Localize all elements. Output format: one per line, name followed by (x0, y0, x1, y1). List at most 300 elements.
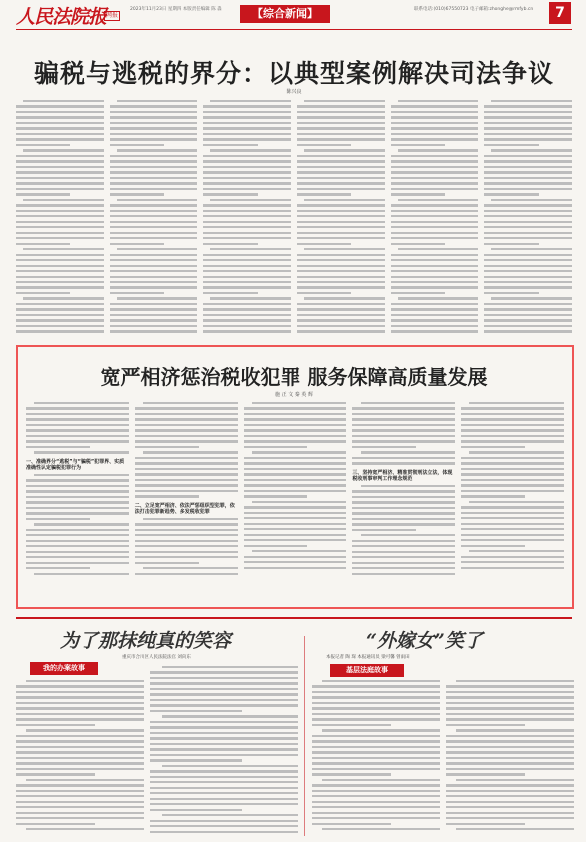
left-feature-body-a (16, 680, 144, 836)
text-line (16, 182, 104, 184)
text-line (150, 792, 298, 794)
text-line (484, 210, 572, 212)
text-column (446, 680, 574, 836)
text-line (312, 718, 440, 720)
left-feature-body-b (150, 666, 298, 836)
text-line (110, 138, 198, 140)
text-line (297, 276, 385, 278)
text-line (391, 215, 479, 217)
text-line (203, 254, 291, 256)
text-line (456, 729, 574, 731)
text-line (16, 330, 104, 332)
text-line (391, 325, 479, 327)
text-line (244, 418, 347, 420)
text-line (491, 248, 572, 250)
text-line (352, 567, 455, 569)
box-col4-lines-a (352, 402, 455, 468)
text-line (203, 226, 291, 228)
text-line (484, 232, 572, 234)
text-line (203, 105, 291, 107)
text-line (150, 671, 298, 673)
box-article-headline: 宽严相济惩治税收犯罪 服务保障高质量发展 (100, 365, 488, 389)
text-line (352, 429, 455, 431)
text-line (26, 418, 129, 420)
text-line (244, 435, 347, 437)
text-line (110, 314, 198, 316)
text-line (110, 166, 198, 168)
text-line (150, 699, 298, 701)
text-line (16, 762, 144, 764)
text-line (312, 784, 440, 786)
text-line (110, 286, 198, 288)
text-line (143, 402, 238, 404)
text-line (461, 490, 564, 492)
text-line (210, 149, 291, 151)
box-column-2 (135, 402, 238, 600)
text-line (446, 773, 525, 775)
text-line (16, 155, 104, 157)
text-line (461, 517, 564, 519)
text-line (391, 144, 445, 146)
text-line (135, 495, 199, 497)
text-line (352, 545, 455, 547)
text-line (150, 710, 242, 712)
text-line (244, 567, 347, 569)
text-line (461, 468, 564, 470)
text-line (162, 666, 298, 668)
text-line (16, 127, 104, 129)
text-line (297, 221, 385, 223)
text-line (461, 473, 564, 475)
text-line (26, 440, 129, 442)
right-feature-title: “外嫁女”笑了 (366, 630, 483, 652)
text-line (244, 407, 347, 409)
text-line (312, 773, 391, 775)
text-line (461, 435, 564, 437)
text-line (391, 254, 479, 256)
text-line (244, 539, 347, 541)
text-line (297, 138, 385, 140)
text-line (312, 823, 391, 825)
text-line (203, 221, 291, 223)
text-line (446, 817, 574, 819)
text-line (391, 138, 479, 140)
text-line (312, 801, 440, 803)
text-line (110, 193, 164, 195)
text-line (150, 770, 298, 772)
text-line (150, 820, 298, 822)
text-line (110, 319, 198, 321)
text-line (117, 199, 198, 201)
text-line (135, 573, 238, 575)
box-col5-lines-a (461, 402, 564, 572)
text-line (456, 680, 574, 682)
text-line (16, 188, 104, 190)
text-line (150, 754, 298, 756)
text-line (23, 297, 104, 299)
text-line (150, 732, 298, 734)
text-line (143, 518, 238, 520)
text-line (297, 160, 385, 162)
text-line (352, 418, 455, 420)
text-line (446, 751, 574, 753)
text-line (110, 215, 198, 217)
text-line (23, 248, 104, 250)
text-line (16, 685, 144, 687)
net-edition-tag: 网报 (106, 12, 119, 19)
text-line (244, 413, 347, 415)
text-line (244, 512, 347, 514)
text-line (391, 265, 479, 267)
text-line (456, 779, 574, 781)
text-line (491, 199, 572, 201)
text-line (16, 292, 70, 294)
right-feature-body (312, 680, 574, 836)
text-line (361, 534, 456, 536)
text-line (150, 781, 298, 783)
text-line (110, 292, 164, 294)
text-line (446, 718, 574, 720)
text-line (461, 561, 564, 563)
text-line (461, 528, 564, 530)
text-line (361, 451, 456, 453)
text-line (352, 490, 455, 492)
text-line (312, 707, 440, 709)
text-line (150, 748, 298, 750)
text-line (203, 204, 291, 206)
text-line (391, 210, 479, 212)
text-line (446, 696, 574, 698)
text-line (203, 330, 291, 332)
text-line (150, 809, 242, 811)
text-line (446, 707, 574, 709)
text-line (312, 790, 440, 792)
text-line (312, 746, 440, 748)
text-line (391, 276, 479, 278)
text-line (16, 111, 104, 113)
text-line (484, 215, 572, 217)
text-line (484, 226, 572, 228)
text-line (469, 402, 564, 404)
text-line (117, 149, 198, 151)
text-line (26, 551, 129, 553)
right-feature-byline: 本报记者 陶 琛 本报通讯员 梁可馨 曾雨田 (326, 655, 410, 660)
text-line (135, 490, 238, 492)
text-line (484, 237, 572, 239)
text-line (297, 116, 385, 118)
text-line (203, 215, 291, 217)
text-line (16, 286, 104, 288)
text-line (23, 149, 104, 151)
text-line (391, 133, 479, 135)
text-line (16, 144, 70, 146)
text-line (446, 691, 574, 693)
page-number: 7 (549, 2, 571, 24)
text-line (244, 468, 347, 470)
text-line (391, 308, 479, 310)
text-line (26, 407, 129, 409)
text-line (110, 144, 164, 146)
text-line (391, 193, 445, 195)
text-line (312, 740, 440, 742)
text-line (135, 407, 238, 409)
text-line (26, 424, 129, 426)
text-line (110, 243, 164, 245)
text-line (244, 440, 347, 442)
text-line (312, 713, 440, 715)
text-line (203, 122, 291, 124)
text-line (312, 762, 440, 764)
box-subhead-2: 二、立足宽严相济、依法严惩组织型犯罪，依法打击犯罪新趋势、多发税收犯罪 (134, 502, 235, 515)
text-line (16, 823, 95, 825)
text-line (203, 232, 291, 234)
text-line (297, 177, 385, 179)
text-line (244, 517, 347, 519)
text-line (446, 746, 574, 748)
text-line (461, 484, 564, 486)
text-line (16, 806, 144, 808)
text-line (398, 248, 479, 250)
text-line (244, 534, 347, 536)
text-line (210, 199, 291, 201)
text-line (150, 831, 298, 833)
text-column (484, 100, 572, 338)
text-line (16, 221, 104, 223)
box-column-5 (461, 402, 564, 600)
text-line (16, 801, 144, 803)
text-line (16, 691, 144, 693)
text-line (203, 314, 291, 316)
text-line (16, 122, 104, 124)
text-line (135, 562, 199, 564)
box-col3-lines-a (244, 402, 347, 572)
text-line (484, 330, 572, 332)
text-line (26, 435, 129, 437)
text-line (16, 237, 104, 239)
text-line (150, 743, 298, 745)
text-line (484, 204, 572, 206)
text-line (110, 254, 198, 256)
text-line (446, 806, 574, 808)
text-line (461, 457, 564, 459)
text-line (469, 550, 564, 552)
text-line (110, 105, 198, 107)
text-line (352, 501, 455, 503)
text-line (391, 155, 479, 157)
text-line (352, 462, 455, 464)
text-line (391, 221, 479, 223)
text-line (244, 495, 308, 497)
text-line (26, 562, 129, 564)
text-line (446, 713, 574, 715)
section-divider-bottom (16, 617, 572, 619)
text-line (203, 138, 291, 140)
text-line (150, 798, 298, 800)
text-line (297, 122, 385, 124)
text-line (16, 751, 144, 753)
text-line (143, 451, 238, 453)
text-line (244, 556, 347, 558)
text-line (203, 111, 291, 113)
text-line (461, 506, 564, 508)
text-line (150, 803, 298, 805)
text-line (203, 133, 291, 135)
text-line (297, 254, 385, 256)
text-line (361, 402, 456, 404)
text-line (34, 474, 129, 476)
text-line (135, 435, 238, 437)
text-line (297, 237, 385, 239)
text-line (16, 735, 144, 737)
text-line (244, 479, 347, 481)
text-line (150, 682, 298, 684)
text-line (110, 259, 198, 261)
text-line (461, 418, 564, 420)
text-line (461, 512, 564, 514)
text-line (26, 529, 129, 531)
text-line (297, 215, 385, 217)
text-line (484, 292, 538, 294)
text-line (26, 429, 129, 431)
text-column (312, 680, 440, 836)
text-line (244, 473, 347, 475)
text-line (26, 490, 129, 492)
text-line (244, 484, 347, 486)
text-line (484, 314, 572, 316)
text-line (203, 237, 291, 239)
text-line (150, 759, 242, 761)
text-line (391, 319, 479, 321)
text-line (16, 265, 104, 267)
text-line (446, 823, 525, 825)
text-line (135, 473, 238, 475)
text-line (16, 215, 104, 217)
text-line (203, 303, 291, 305)
text-line (391, 171, 479, 173)
text-line (244, 523, 347, 525)
text-line (352, 523, 455, 525)
text-line (297, 292, 351, 294)
text-line (135, 484, 238, 486)
text-line (484, 276, 572, 278)
text-line (26, 828, 144, 830)
text-line (26, 680, 144, 682)
text-line (150, 721, 298, 723)
text-line (352, 556, 455, 558)
text-line (484, 133, 572, 135)
text-line (461, 495, 525, 497)
text-line (461, 440, 564, 442)
top-article-body (16, 100, 572, 338)
text-line (110, 111, 198, 113)
text-line (312, 685, 440, 687)
text-line (297, 325, 385, 327)
text-line (135, 545, 238, 547)
text-line (203, 292, 257, 294)
text-line (312, 757, 440, 759)
text-column (150, 666, 298, 836)
left-feature-title: 为了那抹纯真的笑容 (60, 630, 232, 652)
text-line (117, 100, 198, 102)
text-line (110, 221, 198, 223)
text-line (484, 105, 572, 107)
text-line (23, 199, 104, 201)
text-line (391, 105, 479, 107)
text-line (352, 424, 455, 426)
text-line (304, 297, 385, 299)
text-line (203, 193, 257, 195)
text-line (446, 685, 574, 687)
text-line (16, 773, 95, 775)
text-line (26, 518, 90, 520)
text-line (484, 221, 572, 223)
text-line (469, 451, 564, 453)
text-line (484, 160, 572, 162)
text-line (491, 297, 572, 299)
text-line (26, 534, 129, 536)
text-line (252, 402, 347, 404)
text-line (110, 232, 198, 234)
box-col1-lines-a (26, 402, 129, 457)
text-line (110, 330, 198, 332)
text-line (110, 116, 198, 118)
text-line (252, 451, 347, 453)
box-subhead-1: 一、准确界分“逃税”与“骗税”犯罪界、实质准确性认定骗税犯罪行为 (26, 458, 125, 471)
text-line (484, 319, 572, 321)
text-line (312, 768, 440, 770)
text-line (446, 735, 574, 737)
text-line (312, 691, 440, 693)
text-line (26, 413, 129, 415)
text-line (135, 429, 238, 431)
text-line (391, 182, 479, 184)
text-line (143, 567, 238, 569)
text-line (135, 540, 238, 542)
text-line (210, 248, 291, 250)
text-line (244, 457, 347, 459)
text-line (110, 155, 198, 157)
text-line (203, 270, 291, 272)
text-line (361, 485, 456, 487)
text-line (150, 737, 298, 739)
text-line (391, 259, 479, 261)
text-line (252, 501, 347, 503)
text-line (16, 757, 144, 759)
text-line (16, 259, 104, 261)
text-line (16, 325, 104, 327)
text-line (203, 286, 291, 288)
text-line (297, 210, 385, 212)
text-line (34, 402, 129, 404)
text-line (203, 116, 291, 118)
text-line (110, 210, 198, 212)
text-line (312, 812, 440, 814)
text-line (16, 746, 144, 748)
text-line (297, 144, 351, 146)
text-line (312, 724, 391, 726)
text-line (16, 707, 144, 709)
text-line (244, 528, 347, 530)
text-line (26, 545, 129, 547)
text-line (210, 100, 291, 102)
text-line (446, 801, 574, 803)
text-line (23, 100, 104, 102)
text-line (203, 155, 291, 157)
text-line (110, 270, 198, 272)
text-line (398, 297, 479, 299)
text-line (297, 270, 385, 272)
text-line (297, 281, 385, 283)
